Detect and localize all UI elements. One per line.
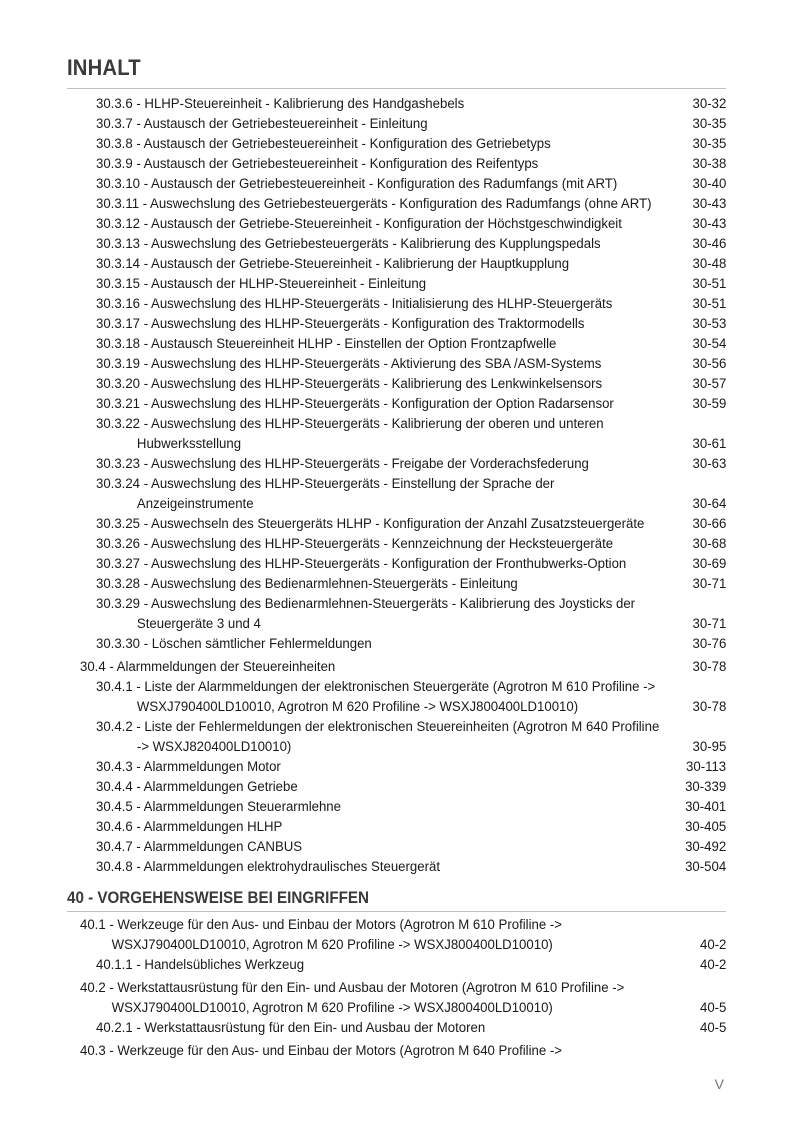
toc-entry-title-continued: Hubwerksstellung [136,436,242,452]
toc-entry-title: 30.3.10 - Austausch der Getriebesteuereinheit - Konfiguration des Radumfangs (mit ART) [96,176,618,192]
toc-entry-title: 30.3.28 - Auswechslung des Bedienarmlehnen-Steuergeräts - Einleitung [96,576,518,592]
toc-entry[interactable] [96,254,605,274]
toc-entry[interactable] [96,134,585,154]
toc-page-number: 30-68 [692,536,726,552]
toc-page-number: 30-43 [692,196,726,212]
toc-page-number: 40-2 [699,937,726,953]
toc-entry-title: 30.3.23 - Auswechslung des HLHP-Steuergeräts - Freigabe der Vorderachsfederung [96,456,589,472]
toc-page-number: 40-5 [699,1000,726,1016]
toc-entry[interactable] [96,274,451,294]
toc-entry[interactable] [96,797,359,817]
page-number: V [714,1076,724,1092]
toc-entry-title: 30.3.25 - Auswechseln des Steuergeräts HLHP - Konfiguration der Anzahl Zusatzsteuergeräte [96,516,645,532]
section-divider [67,911,726,912]
toc-entry-title: 30.3.18 - Austausch Steuereinheit HLHP - Einstellen der Option Frontzapfwelle [96,336,557,352]
toc-page-number: 30-35 [692,116,726,132]
toc-page-number: 30-35 [692,136,726,152]
toc-entry[interactable] [96,554,666,574]
toc-entry-title: 40.1 - Werkzeuge für den Aus- und Einbau der Motors (Agrotron M 610 Profiline -> [80,917,562,933]
toc-page-number: 30-76 [692,636,726,652]
toc-entry[interactable] [96,294,651,314]
toc-entry[interactable] [96,94,492,114]
toc-entry[interactable] [96,154,572,174]
toc-entry-title: 30.3.29 - Auswechslung des Bedienarmlehnen-Steuergeräts - Kalibrierung des Joysticks der [96,596,636,612]
toc-page-number: 30-64 [692,496,726,512]
toc-entry[interactable] [80,657,354,677]
toc-entry[interactable] [96,194,693,214]
toc-entry-title: 30.3.16 - Auswechslung des HLHP-Steuergeräts - Initialisierung des HLHP-Steuergeräts [96,296,613,312]
toc-entry-title: 30.4.1 - Liste der Alarmmeldungen der elektronischen Steuergeräte (Agrotron M 610 Profiline -> [96,679,656,695]
toc-page-number: 30-78 [692,699,726,715]
toc-entry[interactable] [96,837,318,857]
toc-entry[interactable] [96,334,591,354]
toc-entry[interactable] [96,1018,515,1038]
toc-entry-title: 30.4.6 - Alarmmeldungen HLHP [96,819,283,835]
toc-entry-title: 30.3.30 - Löschen sämtlicher Fehlermeldungen [96,636,372,652]
toc-entry-title: 30.3.6 - HLHP-Steuereinheit - Kalibrierung des Handgashebels [96,96,465,112]
toc-entry-title: 30.3.26 - Auswechslung des HLHP-Steuergeräts - Kennzeichnung der Hecksteuergeräte [96,536,614,552]
toc-entry[interactable] [80,915,598,955]
toc-entry[interactable] [96,514,686,534]
toc-entry[interactable] [96,214,661,234]
toc-page-number: 40-2 [699,957,726,973]
toc-entry-title: 40.1.1 - Handelsübliches Werkzeug [96,957,305,973]
toc-page-number: 30-32 [692,96,726,112]
toc-entry[interactable] [96,454,626,474]
toc-entry[interactable] [96,374,640,394]
toc-page-number: 30-59 [692,396,726,412]
toc-page-number: 30-43 [692,216,726,232]
toc-entry[interactable] [80,978,665,1018]
toc-entry[interactable] [96,234,639,254]
toc-entry-title: 30.3.15 - Austausch der HLHP-Steuereinheit - Einleitung [96,276,427,292]
toc-entry-title: 30.4.8 - Alarmmeldungen elektrohydraulisches Steuergerät [96,859,440,875]
toc-page-number: 30-492 [684,839,726,855]
toc-entry-title: 30.3.13 - Auswechslung des Getriebesteuergeräts - Kalibrierung des Kupplungspedals [96,236,601,252]
toc-page-number: 30-339 [684,779,726,795]
toc-entry-title: 30.3.14 - Austausch der Getriebe-Steuereinheit - Kalibrierung der Hauptkupplung [96,256,570,272]
toc-page-number: 30-53 [692,316,726,332]
toc-entry-title-continued: -> WSXJ820400LD10010) [136,739,292,755]
toc-page-number: 30-40 [692,176,726,192]
toc-entry-title: 40.2 - Werkstattausrüstung für den Ein- und Ausbau der Motoren (Agrotron M 610 Profiline -> [80,980,625,996]
title-divider [67,88,726,89]
toc-entry[interactable] [96,574,550,594]
toc-entry[interactable] [96,777,313,797]
toc-page-number: 40-5 [699,1020,726,1036]
toc-entry[interactable] [96,634,393,654]
toc-entry-title: 30.4.5 - Alarmmeldungen Steuerarmlehne [96,799,341,815]
toc-entry-title: 30.3.19 - Auswechslung des HLHP-Steuergeräts - Aktivierung des SBA /ASM-Systems [96,356,602,372]
toc-entry-title: 30.4 - Alarmmeldungen der Steuereinheiten [80,659,336,675]
toc-entry[interactable] [96,955,320,975]
toc-entry[interactable] [96,474,589,514]
toc-entry-title-continued: WSXJ790400LD10010, Agrotron M 620 Profiline -> WSXJ800400LD10010) [111,937,553,953]
toc-entry-title-continued: Steuergeräte 3 und 4 [136,616,261,632]
toc-entry[interactable] [96,817,296,837]
toc-page-number: 30-71 [692,616,726,632]
toc-entry[interactable] [96,534,652,554]
toc-entry-title: 30.3.8 - Austausch der Getriebesteuereinheit - Konfiguration des Getriebetyps [96,136,551,152]
toc-entry-title: 30.4.7 - Alarmmeldungen CANBUS [96,839,303,855]
toc-entry[interactable] [96,757,295,777]
toc-page-number: 30-405 [684,819,726,835]
toc-entry-title: 30.3.9 - Austausch der Getriebesteuereinheit - Konfiguration des Reifentyps [96,156,539,172]
toc-page-number: 30-57 [692,376,726,392]
toc-page-number: 30-95 [692,739,726,755]
toc-entry-title: 30.3.20 - Auswechslung des HLHP-Steuergeräts - Kalibrierung des Lenkwinkelsensors [96,376,603,392]
toc-entry-title: 30.3.22 - Auswechslung des HLHP-Steuergeräts - Kalibrierung der oberen und unteren [96,416,604,432]
toc-page-number: 30-78 [692,659,726,675]
toc-page-number: 30-69 [692,556,726,572]
toc-entry[interactable] [96,717,702,757]
section-heading-40: 40 - VORGEHENSWEISE BEI EINGRIFFEN [67,889,369,907]
toc-page-number: 30-46 [692,236,726,252]
page-title: INHALT [67,55,141,80]
toc-page-number: 30-71 [692,576,726,592]
toc-entry[interactable] [96,314,621,334]
toc-page-number: 30-66 [692,516,726,532]
toc-page-number: 30-54 [692,336,726,352]
toc-page-number: 30-48 [692,256,726,272]
toc-entry-title: 30.3.21 - Auswechslung des HLHP-Steuergeräts - Konfiguration der Option Radarsensor [96,396,614,412]
toc-entry[interactable] [96,677,697,717]
toc-page-number: 30-504 [684,859,726,875]
toc-entry[interactable] [96,114,452,134]
toc-entry-title-continued: Anzeigeinstrumente [136,496,254,512]
toc-entry-title: 30.3.11 - Auswechslung des Getriebesteuergeräts - Konfiguration des Radumfangs (ohne ART) [96,196,652,212]
toc-page-number: 30-38 [692,156,726,172]
toc-page-number: 30-63 [692,456,726,472]
toc-entry[interactable] [96,174,656,194]
toc-page-number: 30-51 [692,276,726,292]
toc-entry[interactable] [96,394,653,414]
toc-entry-title: 30.3.27 - Auswechslung des HLHP-Steuergeräts - Konfiguration der Fronthubwerks-Option [96,556,627,572]
toc-page-number: 30-51 [692,296,726,312]
toc-entry-title: 40.3 - Werkzeuge für den Aus- und Einbau der Motors (Agrotron M 640 Profiline -> [80,1043,562,1059]
toc-entry[interactable] [96,857,466,877]
toc-entry-title: 30.4.4 - Alarmmeldungen Getriebe [96,779,298,795]
toc-page-number: 30-56 [692,356,726,372]
toc-entry-title-continued: WSXJ790400LD10010, Agrotron M 620 Profiline -> WSXJ800400LD10010) [111,1000,553,1016]
toc-entry-title: 30.4.3 - Alarmmeldungen Motor [96,759,281,775]
toc-entry-title: 30.4.2 - Liste der Fehlermeldungen der elektronischen Steuereinheiten (Agrotron M 640 Profiline [96,719,660,735]
toc-entry-title: 30.3.7 - Austausch der Getriebesteuereinheit - Einleitung [96,116,428,132]
toc-page-number: 30-113 [685,759,726,775]
toc-entry[interactable] [96,594,676,634]
toc-entry[interactable] [96,354,639,374]
toc-entry[interactable] [96,414,642,454]
toc-entry-title: 40.2.1 - Werkstattausrüstung für den Ein- und Ausbau der Motoren [96,1020,486,1036]
toc-page-number: 30-61 [692,436,726,452]
toc-entry[interactable] [80,1041,598,1061]
toc-entry-title: 30.3.17 - Auswechslung des HLHP-Steuergeräts - Konfiguration des Traktormodells [96,316,585,332]
toc-entry-title: 30.3.12 - Austausch der Getriebe-Steuereinheit - Konfiguration der Höchstgeschwindigkeit [96,216,622,232]
toc-entry-title: 30.3.24 - Auswechslung des HLHP-Steuergeräts - Einstellung der Sprache der [96,476,555,492]
toc-entry-title-continued: WSXJ790400LD10010, Agrotron M 620 Profiline -> WSXJ800400LD10010) [136,699,579,715]
toc-page-number: 30-401 [684,799,726,815]
